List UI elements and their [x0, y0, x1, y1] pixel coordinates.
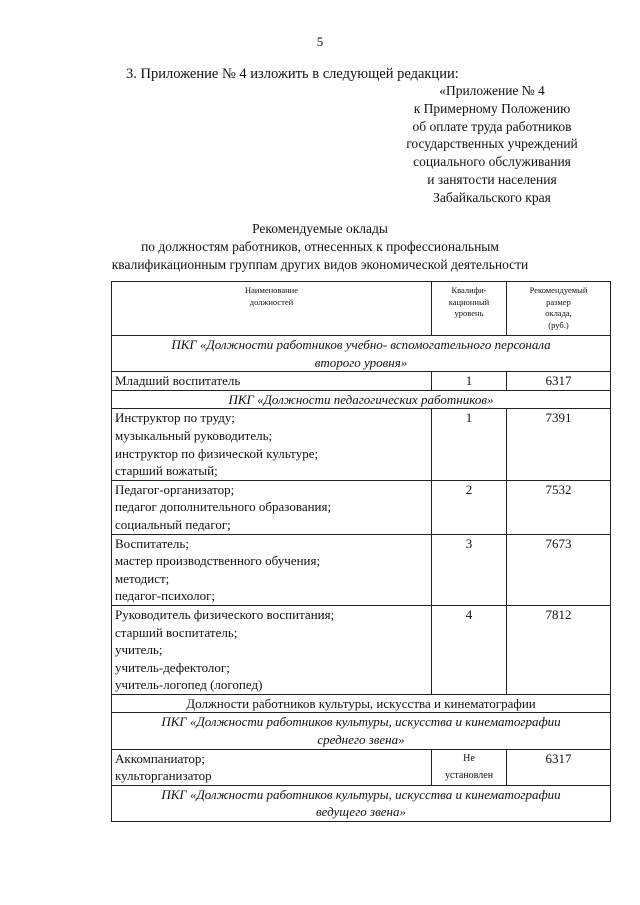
title-line: Рекомендуемые оклады [252, 221, 388, 236]
appendix-line: социального обслуживания [413, 154, 571, 170]
table-row [112, 605, 611, 694]
section-title: Должности работников культуры, искусства и кинематографии [112, 694, 611, 713]
group-title: ПКГ «Должности работников учебно- вспомогательного персонала второго уровня» [112, 336, 611, 372]
appendix-line: государственных учреждений [406, 136, 578, 152]
positions-cell: Руководитель физического воспитания; старший воспитатель; учитель; учитель-дефектолог; учитель-логопед (логопед) [112, 605, 432, 694]
positions-cell: Младший воспитатель [112, 372, 432, 391]
group-row [112, 785, 611, 821]
appendix-header [382, 82, 602, 207]
salary-cell: 6317 [507, 372, 611, 391]
title-line: квалификационным группам других видов экономической деятельности [111, 256, 529, 272]
group-row [112, 336, 611, 372]
positions-cell: Воспитатель; мастер производственного обучения; методист; педагог-психолог; [112, 534, 432, 605]
title-line: по должностям работников, отнесенных к профессиональным [141, 238, 499, 254]
appendix-line: к Примерному Положению [413, 100, 571, 116]
appendix-line: и занятости населения [427, 171, 557, 187]
appendix-line: «Приложение № 4 [439, 83, 545, 98]
level-cell: 3 [432, 534, 507, 605]
page-number: 5 [316, 34, 324, 49]
column-header-salary: Рекомендуемый размер оклада, (руб.) [507, 282, 611, 336]
table-row [112, 534, 611, 605]
salary-cell: 7532 [507, 480, 611, 534]
positions-cell: Аккомпаниатор; культорганизатор [112, 749, 432, 785]
group-row [112, 390, 611, 409]
positions-cell: Педагог-организатор; педагог дополнительного образования; социальный педагог; [112, 480, 432, 534]
table-row [112, 372, 611, 391]
intro-paragraph: 3. Приложение № 4 изложить в следующей редакции: [126, 66, 459, 82]
document-title [0, 220, 640, 273]
group-title: ПКГ «Должности работников культуры, искусства и кинематографии ведущего звена» [112, 785, 611, 821]
salary-cell: 7391 [507, 409, 611, 480]
level-cell: Не установлен [432, 749, 507, 785]
group-row [112, 713, 611, 749]
table-row [112, 749, 611, 785]
table-header-row [112, 282, 611, 336]
column-header-name: Наименование должностей [112, 282, 432, 336]
table-row [112, 409, 611, 480]
salary-table [111, 281, 611, 822]
level-cell: 1 [432, 409, 507, 480]
salary-cell: 6317 [507, 749, 611, 785]
group-title: ПКГ «Должности педагогических работников» [112, 390, 611, 409]
level-cell: 1 [432, 372, 507, 391]
group-title: ПКГ «Должности работников культуры, искусства и кинематографии среднего звена» [112, 713, 611, 749]
salary-cell: 7812 [507, 605, 611, 694]
positions-cell: Инструктор по труду; музыкальный руководитель; инструктор по физической культуре; старший вожатый; [112, 409, 432, 480]
level-cell: 2 [432, 480, 507, 534]
level-cell: 4 [432, 605, 507, 694]
section-row [112, 694, 611, 713]
appendix-line: об оплате труда работников [412, 118, 572, 134]
column-header-level: Квалифи- кационный уровень [432, 282, 507, 336]
appendix-line: Забайкальского края [433, 189, 551, 205]
salary-cell: 7673 [507, 534, 611, 605]
table-row [112, 480, 611, 534]
